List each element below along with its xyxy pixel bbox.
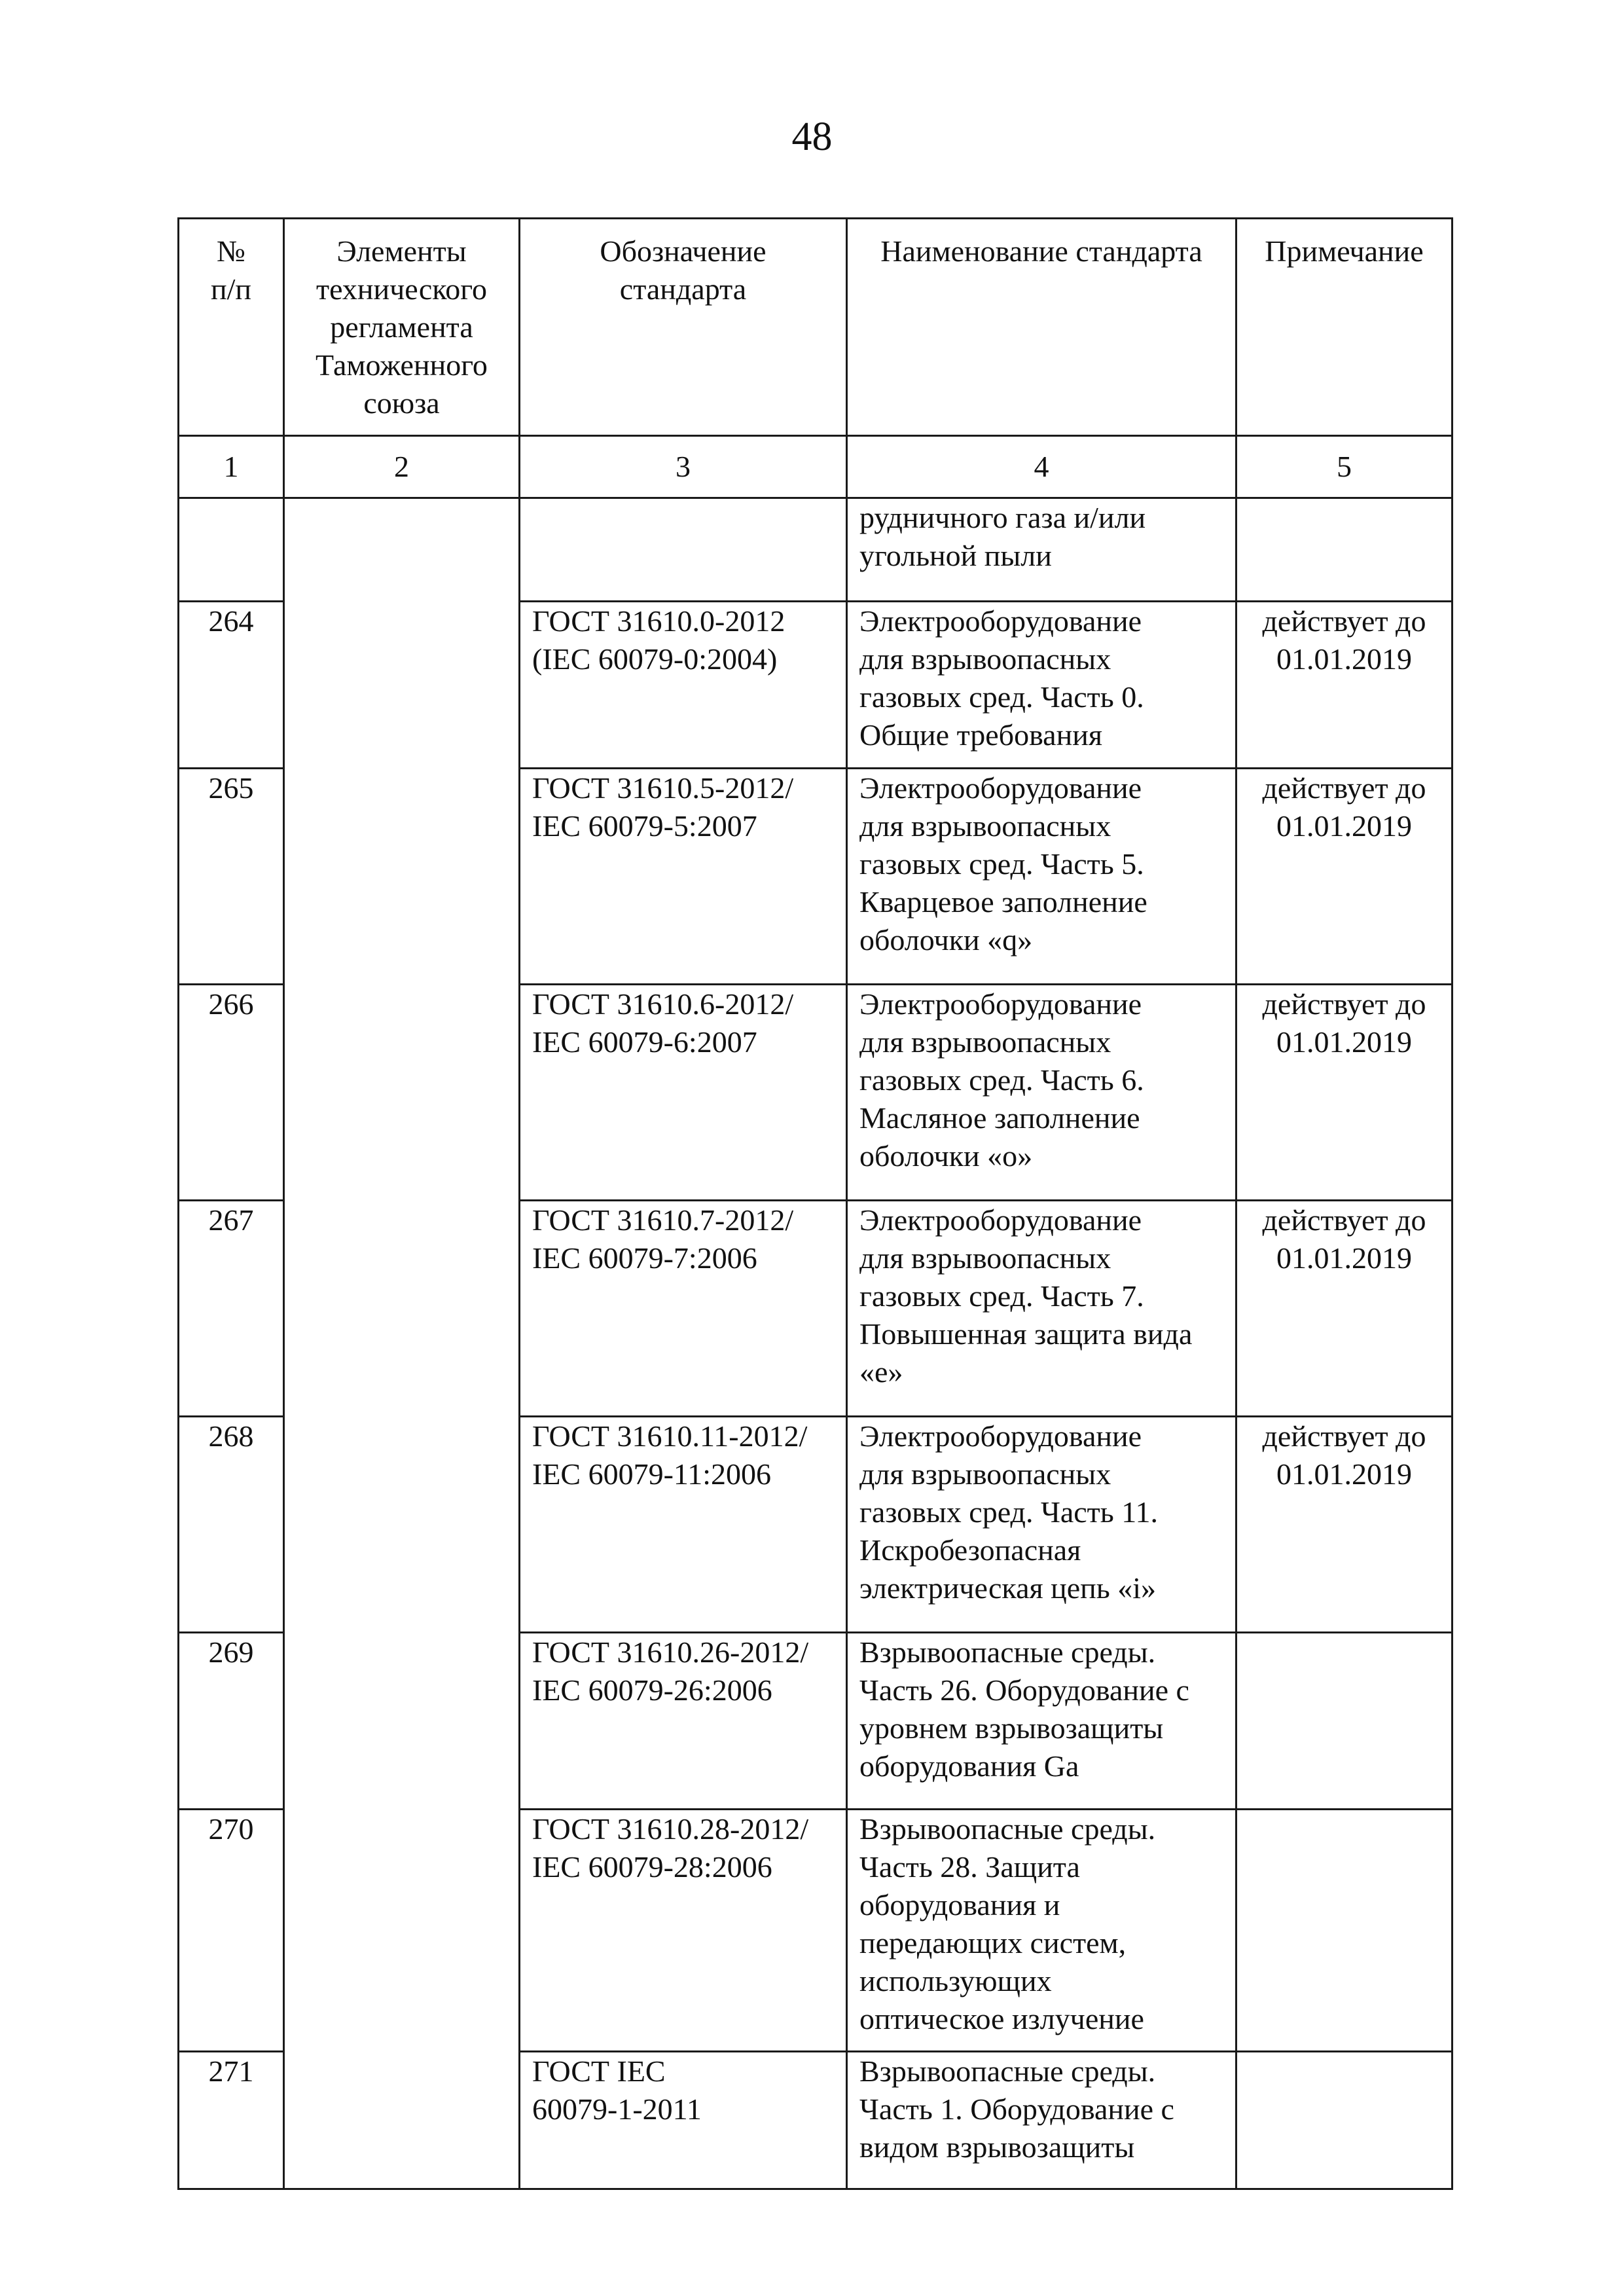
table-cell [520,498,847,602]
standard-designation: ГОСТ 31610.0-2012 (IEC 60079-0:2004) [520,602,847,769]
row-number: 265 [179,769,284,985]
note-cell [1236,1633,1453,1810]
standard-designation: ГОСТ 31610.5-2012/ IEC 60079-5:2007 [520,769,847,985]
header-designation: Обозначение стандарта [520,219,847,436]
table-cell [1236,498,1453,602]
row-number: 271 [179,2052,284,2189]
standard-designation: ГОСТ 31610.11-2012/ IEC 60079-11:2006 [520,1417,847,1633]
standard-name: Взрывоопасные среды. Часть 26. Оборудование с уровнем взрывозащиты оборудования Ga [847,1633,1236,1810]
column-number: 5 [1236,436,1453,498]
standard-designation: ГОСТ 31610.7-2012/ IEC 60079-7:2006 [520,1201,847,1417]
standard-name: Электрооборудование для взрывоопасных газовых сред. Часть 7. Повышенная защита вида «е» [847,1201,1236,1417]
header-note: Примечание [1236,219,1453,436]
column-number: 4 [847,436,1236,498]
table-header-row [179,219,1453,436]
note-cell [1236,2052,1453,2189]
standard-name: Взрывоопасные среды. Часть 28. Защита оборудования и передающих систем, использующих оптическое излучение [847,1810,1236,2052]
continuation-name: рудничного газа и/или угольной пыли [847,498,1236,602]
row-number: 269 [179,1633,284,1810]
header-num: № п/п [179,219,284,436]
note-cell: действует до 01.01.2019 [1236,769,1453,985]
standard-name: Электрооборудование для взрывоопасных газовых сред. Часть 6. Масляное заполнение оболочки «о» [847,985,1236,1201]
header-elements: Элементы технического регламента Таможенного союза [284,219,520,436]
standard-designation: ГОСТ 31610.26-2012/ IEC 60079-26:2006 [520,1633,847,1810]
standard-name: Электрооборудование для взрывоопасных газовых сред. Часть 0. Общие требования [847,602,1236,769]
page-number: 48 [791,115,833,159]
standard-name: Электрооборудование для взрывоопасных газовых сред. Часть 11. Искробезопасная электрическая цепь «i» [847,1417,1236,1633]
standard-designation: ГОСТ 31610.28-2012/ IEC 60079-28:2006 [520,1810,847,2052]
note-cell [1236,1810,1453,2052]
table-cell [179,498,284,602]
elements-cell-merged [284,498,520,2189]
row-number: 267 [179,1201,284,1417]
note-cell: действует до 01.01.2019 [1236,985,1453,1201]
continuation-row [179,498,1453,602]
standards-table [177,217,1453,2190]
column-number-row [179,436,1453,498]
row-number: 266 [179,985,284,1201]
row-number: 270 [179,1810,284,2052]
standard-name: Электрооборудование для взрывоопасных газовых сред. Часть 5. Кварцевое заполнение оболочки «q» [847,769,1236,985]
column-number: 3 [520,436,847,498]
header-name: Наименование стандарта [847,219,1236,436]
note-cell: действует до 01.01.2019 [1236,602,1453,769]
row-number: 264 [179,602,284,769]
note-cell: действует до 01.01.2019 [1236,1417,1453,1633]
standard-name: Взрывоопасные среды. Часть 1. Оборудование с видом взрывозащиты [847,2052,1236,2189]
note-cell: действует до 01.01.2019 [1236,1201,1453,1417]
column-number: 2 [284,436,520,498]
standard-designation: ГОСТ 31610.6-2012/ IEC 60079-6:2007 [520,985,847,1201]
row-number: 268 [179,1417,284,1633]
column-number: 1 [179,436,284,498]
standard-designation: ГОСТ IEC 60079-1-2011 [520,2052,847,2189]
